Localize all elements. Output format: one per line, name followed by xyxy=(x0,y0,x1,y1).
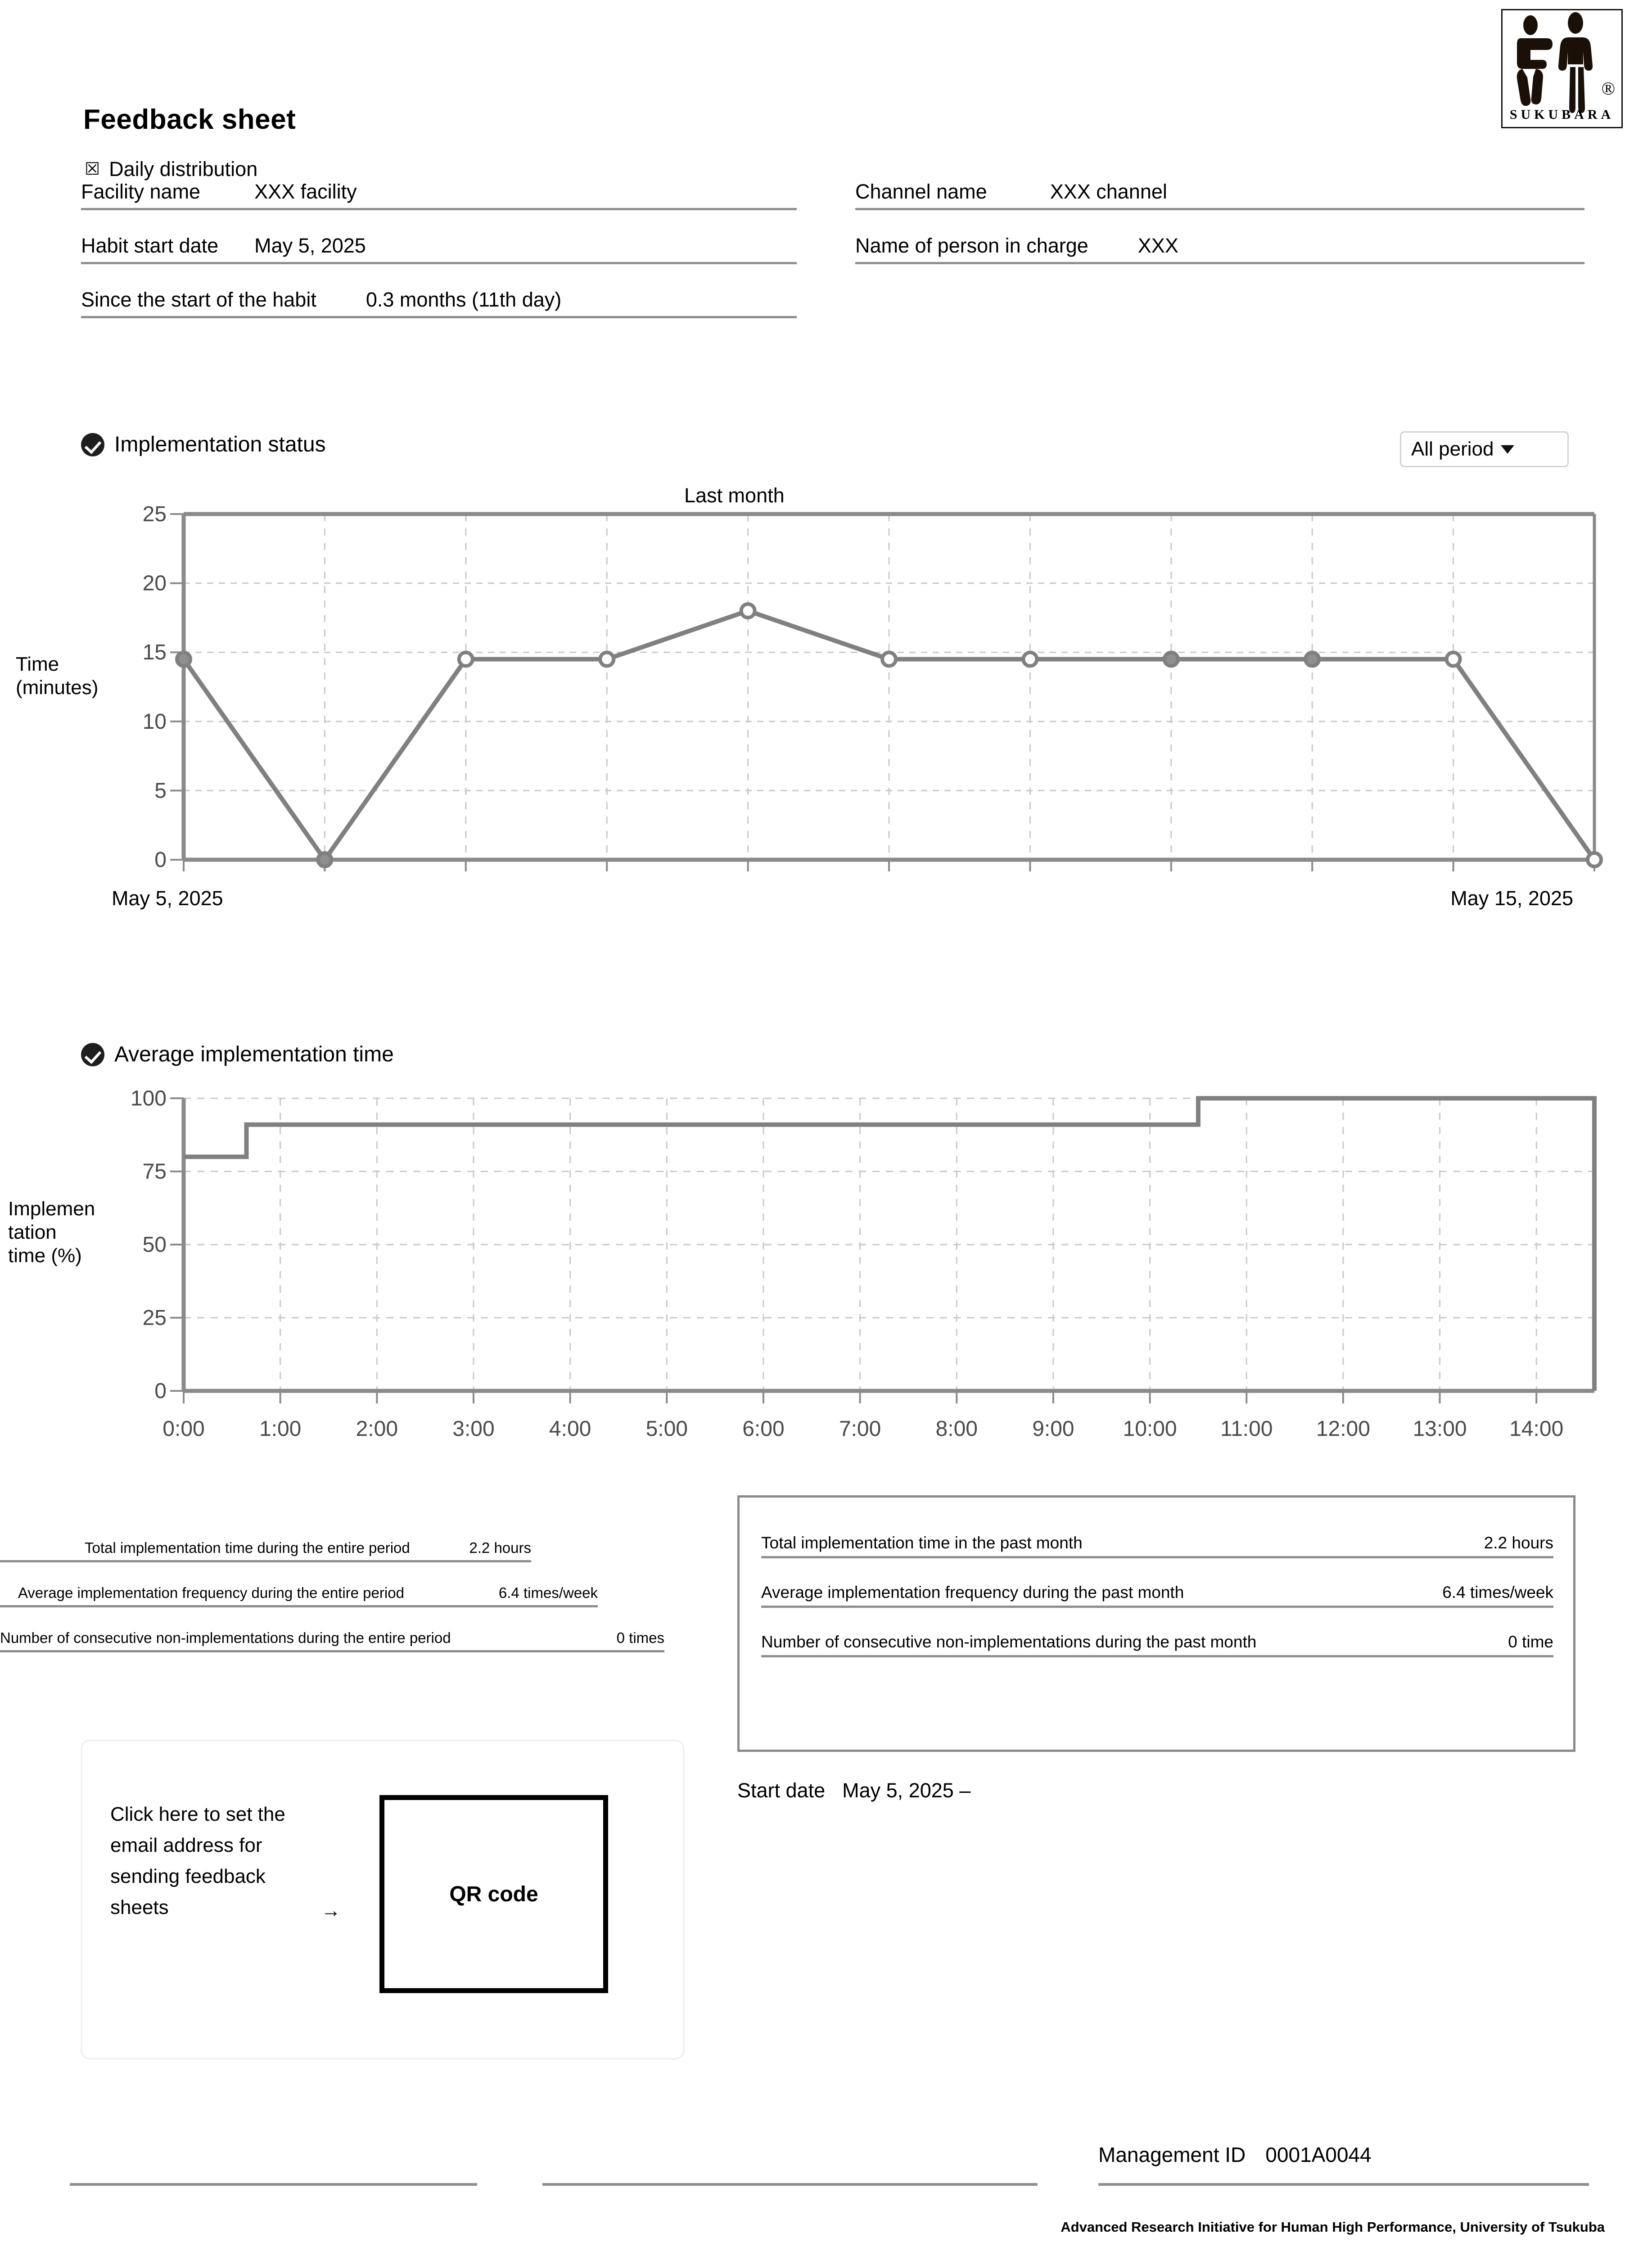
page-title: Feedback sheet xyxy=(83,104,296,135)
channel-name-value: XXX channel xyxy=(1050,180,1167,203)
chart1-start-date-label: May 5, 2025 xyxy=(112,887,223,910)
person-in-charge-field xyxy=(855,234,1584,264)
footer-line-3 xyxy=(1098,2183,1589,2186)
svg-text:0:00: 0:00 xyxy=(162,1417,205,1441)
entire-period-stat-row xyxy=(0,1584,598,1607)
stat-value: 6.4 times/week xyxy=(1442,1583,1553,1602)
svg-text:13:00: 13:00 xyxy=(1413,1417,1467,1441)
past-month-stats-box xyxy=(737,1495,1575,1752)
distribution-label: Daily distribution xyxy=(109,158,258,180)
stat-label: Average implementation frequency during the entire period xyxy=(18,1584,404,1601)
svg-text:6:00: 6:00 xyxy=(742,1417,785,1441)
distribution-subtitle xyxy=(85,158,257,181)
email-setup-card[interactable] xyxy=(81,1740,684,2059)
svg-text:8:00: 8:00 xyxy=(935,1417,978,1441)
start-date-row xyxy=(737,1779,970,1802)
stat-value: 2.2 hours xyxy=(469,1539,531,1556)
svg-text:100: 100 xyxy=(130,1087,167,1110)
footer-line-2 xyxy=(542,2183,1038,2186)
period-select[interactable] xyxy=(1400,431,1569,467)
person-in-charge-value: XXX xyxy=(1137,234,1178,257)
arrow-right-icon: → xyxy=(321,1900,341,1922)
average-implementation-time-heading xyxy=(81,1042,394,1067)
svg-text:14:00: 14:00 xyxy=(1509,1417,1564,1441)
since-start-field xyxy=(81,288,797,318)
management-id-row xyxy=(1098,2143,1372,2167)
svg-text:9:00: 9:00 xyxy=(1032,1417,1074,1441)
svg-text:3:00: 3:00 xyxy=(452,1417,495,1441)
facility-name-value: XXX facility xyxy=(254,180,357,203)
stat-value: 6.4 times/week xyxy=(498,1584,598,1601)
entire-period-stat-row xyxy=(0,1629,664,1652)
stat-label: Number of consecutive non-implementations during the entire period xyxy=(0,1629,451,1646)
svg-text:0: 0 xyxy=(154,1379,167,1403)
svg-text:5:00: 5:00 xyxy=(645,1417,688,1441)
chevron-down-icon xyxy=(1501,445,1514,454)
period-select-value: All period xyxy=(1411,438,1494,460)
person-in-charge-label: Name of person in charge xyxy=(855,234,1088,257)
average-implementation-time-chart xyxy=(113,1080,1598,1441)
stat-label: Total implementation time during the entire period xyxy=(85,1539,410,1556)
channel-name-field xyxy=(855,180,1584,210)
facility-name-label: Facility name xyxy=(81,180,201,203)
stat-value: 2.2 hours xyxy=(1484,1534,1553,1552)
registered-trademark-icon: ® xyxy=(1601,78,1615,99)
average-implementation-time-label: Average implementation time xyxy=(114,1042,394,1066)
since-start-value: 0.3 months (11th day) xyxy=(366,288,562,311)
management-id-label: Management ID xyxy=(1098,2143,1246,2166)
svg-text:0: 0 xyxy=(154,848,167,872)
stat-label: Number of consecutive non-implementations during the past month xyxy=(761,1633,1257,1651)
sukubara-logo xyxy=(1501,9,1623,128)
start-date-label: Start date xyxy=(737,1779,826,1802)
stat-label: Total implementation time in the past month xyxy=(761,1534,1083,1552)
implementation-status-heading xyxy=(81,432,326,457)
chart2-y-axis-label: Implemen tation time (%) xyxy=(8,1198,95,1267)
stat-label: Average implementation frequency during the past month xyxy=(761,1583,1184,1602)
stat-value: 0 time xyxy=(1508,1633,1553,1651)
channel-name-label: Channel name xyxy=(855,180,987,203)
svg-text:12:00: 12:00 xyxy=(1316,1417,1370,1441)
qr-code-placeholder[interactable]: QR code xyxy=(379,1795,608,1993)
svg-text:2:00: 2:00 xyxy=(356,1417,398,1441)
svg-text:10: 10 xyxy=(142,709,167,734)
check-circle-icon xyxy=(81,433,104,456)
svg-text:4:00: 4:00 xyxy=(549,1417,591,1441)
svg-text:5: 5 xyxy=(154,779,167,803)
entire-period-stat-row xyxy=(0,1539,531,1562)
svg-text:20: 20 xyxy=(142,571,167,596)
start-date-value: May 5, 2025 – xyxy=(842,1779,971,1802)
svg-text:1:00: 1:00 xyxy=(259,1417,302,1441)
svg-text:15: 15 xyxy=(142,641,167,665)
envelope-icon: ☒ xyxy=(85,160,100,179)
svg-text:11:00: 11:00 xyxy=(1220,1417,1273,1441)
implementation-status-chart xyxy=(113,495,1598,891)
past-month-stat-row xyxy=(761,1583,1553,1608)
svg-text:75: 75 xyxy=(142,1160,167,1184)
habit-start-date-label: Habit start date xyxy=(81,234,219,257)
implementation-status-label: Implementation status xyxy=(114,433,326,456)
management-id-value: 0001A0044 xyxy=(1265,2143,1372,2166)
footer-line-1 xyxy=(70,2183,477,2186)
chart1-title: Last month xyxy=(684,484,785,507)
email-setup-instructions: Click here to set the email address for sending feedback sheets xyxy=(110,1803,285,1919)
chart1-y-axis-label: Time (minutes) xyxy=(16,653,99,699)
institution-credit: Advanced Research Initiative for Human High Performance, University of Tsukuba xyxy=(1061,2219,1605,2235)
habit-start-date-field xyxy=(81,234,797,264)
svg-text:25: 25 xyxy=(142,502,167,526)
logo-wordmark: SUKUBARA xyxy=(1509,107,1615,122)
habit-start-date-value: May 5, 2025 xyxy=(254,234,366,257)
check-circle-icon xyxy=(81,1043,104,1066)
past-month-stat-row xyxy=(761,1633,1553,1657)
past-month-stat-row xyxy=(761,1534,1553,1558)
svg-text:10:00: 10:00 xyxy=(1123,1417,1177,1441)
svg-text:7:00: 7:00 xyxy=(839,1417,881,1441)
since-start-label: Since the start of the habit xyxy=(81,288,316,311)
svg-text:50: 50 xyxy=(142,1233,167,1257)
chart1-end-date-label: May 15, 2025 xyxy=(1450,887,1573,910)
facility-name-field xyxy=(81,180,797,210)
svg-text:25: 25 xyxy=(142,1306,167,1330)
stat-value: 0 times xyxy=(616,1629,664,1646)
